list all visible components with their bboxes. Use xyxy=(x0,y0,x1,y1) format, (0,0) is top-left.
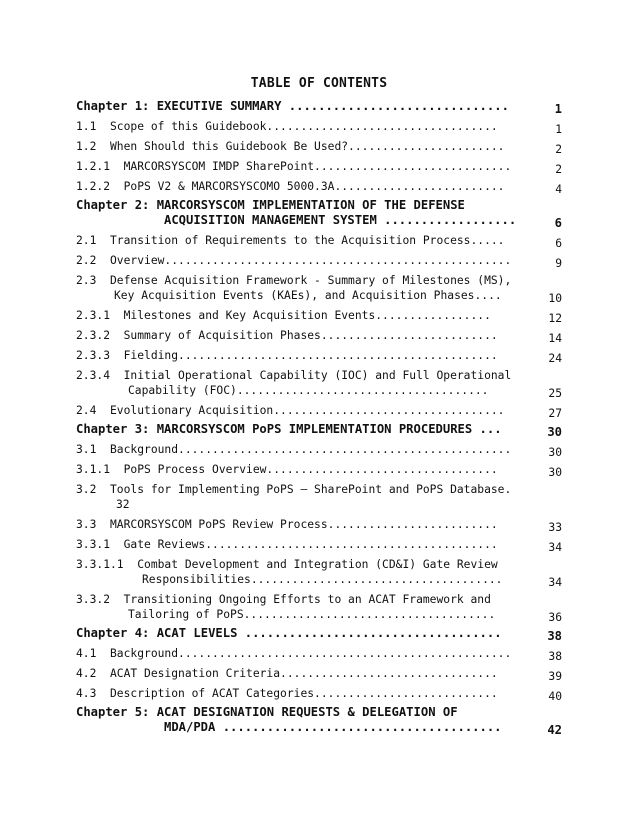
toc-entry-text: 4.3 Description of ACAT Categories........................... xyxy=(76,687,498,700)
toc-entry-text: 2.3.2 Summary of Acquisition Phases.......................... xyxy=(76,329,498,342)
toc-entry-text: 4.2 ACAT Designation Criteria................................ xyxy=(76,667,498,680)
toc-page-number: 36 xyxy=(548,611,562,624)
toc-entry-text: Chapter 3: MARCORSYSCOM PoPS IMPLEMENTATION PROCEDURES ... xyxy=(76,422,502,436)
toc-page-number: 40 xyxy=(548,690,562,703)
toc-entry-2-3-3[interactable] xyxy=(76,346,562,366)
toc-page-number: 4 xyxy=(555,183,562,196)
toc-page-number: 34 xyxy=(548,541,562,554)
toc-entry-text: 3.3.1.1 Combat Development and Integration (CD&I) Gate Review xyxy=(76,558,498,571)
toc-entry-text: 3.3 MARCORSYSCOM PoPS Review Process......................... xyxy=(76,518,498,531)
toc-page-number: 10 xyxy=(548,292,562,305)
page-title: TABLE OF CONTENTS xyxy=(250,76,388,91)
toc-page-number: 1 xyxy=(554,102,562,116)
toc-entry-continuation: MDA/PDA ...................................... xyxy=(164,720,502,734)
toc-page-number: 2 xyxy=(555,143,562,156)
toc-entry-text: 2.3.1 Milestones and Key Acquisition Events................. xyxy=(76,309,491,322)
toc-entry-text: Chapter 1: EXECUTIVE SUMMARY .............................. xyxy=(76,99,509,113)
toc-chapter-3[interactable] xyxy=(76,421,562,440)
toc-entry-2-2[interactable] xyxy=(76,251,562,271)
toc-page-number: 1 xyxy=(555,123,562,136)
toc-entry-3-3-1[interactable] xyxy=(76,535,562,555)
toc-entry-text: 2.1 Transition of Requirements to the Acquisition Process..... xyxy=(76,234,505,247)
toc-page-number: 42 xyxy=(547,723,562,737)
toc-chapter-2[interactable] xyxy=(76,197,562,231)
toc-chapter-5[interactable] xyxy=(76,704,562,738)
toc-entry-2-3[interactable] xyxy=(76,271,562,306)
toc-entry-text: 3.3.2 Transitioning Ongoing Efforts to an ACAT Framework and xyxy=(76,593,491,606)
toc-page-number: 39 xyxy=(548,670,562,683)
toc-entry-text: Chapter 2: MARCORSYSCOM IMPLEMENTATION OF THE DEFENSE xyxy=(76,198,465,212)
toc-entry-text: 2.3.4 Initial Operational Capability (IOC) and Full Operational xyxy=(76,369,512,382)
toc-entry-1-1[interactable] xyxy=(76,117,562,137)
toc-entry-1-2-1[interactable] xyxy=(76,157,562,177)
toc-page-number: 38 xyxy=(547,629,562,643)
toc-entry-2-3-2[interactable] xyxy=(76,326,562,346)
toc-entry-continuation: Responsibilities..................................... xyxy=(142,573,503,586)
toc-entry-text: 1.2.1 MARCORSYSCOM IMDP SharePoint............................. xyxy=(76,160,512,173)
toc-entry-4-3[interactable] xyxy=(76,684,562,704)
table-of-contents xyxy=(76,98,562,738)
toc-entry-text: 1.2.2 PoPS V2 & MARCORSYSCOMO 5000.3A......................... xyxy=(76,180,505,193)
toc-entry-2-4[interactable] xyxy=(76,401,562,421)
toc-entry-text: Chapter 4: ACAT LEVELS ................................... xyxy=(76,626,502,640)
toc-entry-3-1[interactable] xyxy=(76,440,562,460)
toc-page-number: 24 xyxy=(548,352,562,365)
toc-entry-text: 2.4 Evolutionary Acquisition.................................. xyxy=(76,404,505,417)
toc-page-number: 9 xyxy=(555,257,562,270)
toc-entry-text: 1.2 When Should this Guidebook Be Used?....................... xyxy=(76,140,505,153)
toc-entry-2-3-4[interactable] xyxy=(76,366,562,401)
toc-entry-3-2[interactable] xyxy=(76,480,562,515)
toc-entry-continuation: ACQUISITION MANAGEMENT SYSTEM .................. xyxy=(164,213,517,227)
toc-entry-1-2-2[interactable] xyxy=(76,177,562,197)
toc-entry-3-3-1-1[interactable] xyxy=(76,555,562,590)
toc-entry-1-2[interactable] xyxy=(76,137,562,157)
toc-entry-continuation: Tailoring of PoPS..................................... xyxy=(128,608,496,621)
toc-page-number: 6 xyxy=(554,216,562,230)
toc-page-number: 2 xyxy=(555,163,562,176)
toc-page-number: 12 xyxy=(548,312,562,325)
toc-page-number: 30 xyxy=(548,446,562,459)
toc-page-number: 27 xyxy=(548,407,562,420)
toc-page-number: 6 xyxy=(555,237,562,250)
toc-entry-text: 3.1 Background................................................. xyxy=(76,443,512,456)
toc-entry-text: 4.1 Background................................................. xyxy=(76,647,512,660)
toc-entry-text: Chapter 5: ACAT DESIGNATION REQUESTS & DELEGATION OF xyxy=(76,705,458,719)
toc-entry-text: 3.3.1 Gate Reviews........................................... xyxy=(76,538,498,551)
toc-entry-text: 1.1 Scope of this Guidebook.................................. xyxy=(76,120,498,133)
toc-entry-2-3-1[interactable] xyxy=(76,306,562,326)
toc-entry-4-1[interactable] xyxy=(76,644,562,664)
toc-entry-text: 2.3 Defense Acquisition Framework - Summary of Milestones (MS), xyxy=(76,274,512,287)
toc-entry-continuation: Key Acquisition Events (KAEs), and Acquisition Phases.... xyxy=(114,289,502,302)
toc-entry-text: 3.1.1 PoPS Process Overview.................................. xyxy=(76,463,498,476)
toc-page-number: 33 xyxy=(548,521,562,534)
toc-entry-text: 2.3.3 Fielding............................................... xyxy=(76,349,498,362)
toc-chapter-4[interactable] xyxy=(76,625,562,644)
toc-page-number: 25 xyxy=(548,387,562,400)
toc-chapter-1[interactable] xyxy=(76,98,562,117)
toc-entry-4-2[interactable] xyxy=(76,664,562,684)
toc-entry-3-1-1[interactable] xyxy=(76,460,562,480)
toc-page-number: 30 xyxy=(548,466,562,479)
toc-page-number: 38 xyxy=(548,650,562,663)
toc-page-number: 30 xyxy=(547,425,562,439)
toc-entry-text: 3.2 Tools for Implementing PoPS – SharePoint and PoPS Database. xyxy=(76,483,512,496)
toc-entry-continuation: 32 xyxy=(116,498,130,511)
toc-page-number: 34 xyxy=(548,576,562,589)
toc-entry-continuation: Capability (FOC)..................................... xyxy=(128,384,489,397)
toc-entry-2-1[interactable] xyxy=(76,231,562,251)
toc-entry-3-3[interactable] xyxy=(76,515,562,535)
toc-page-number: 14 xyxy=(548,332,562,345)
toc-entry-text: 2.2 Overview................................................... xyxy=(76,254,512,267)
toc-entry-3-3-2[interactable] xyxy=(76,590,562,625)
